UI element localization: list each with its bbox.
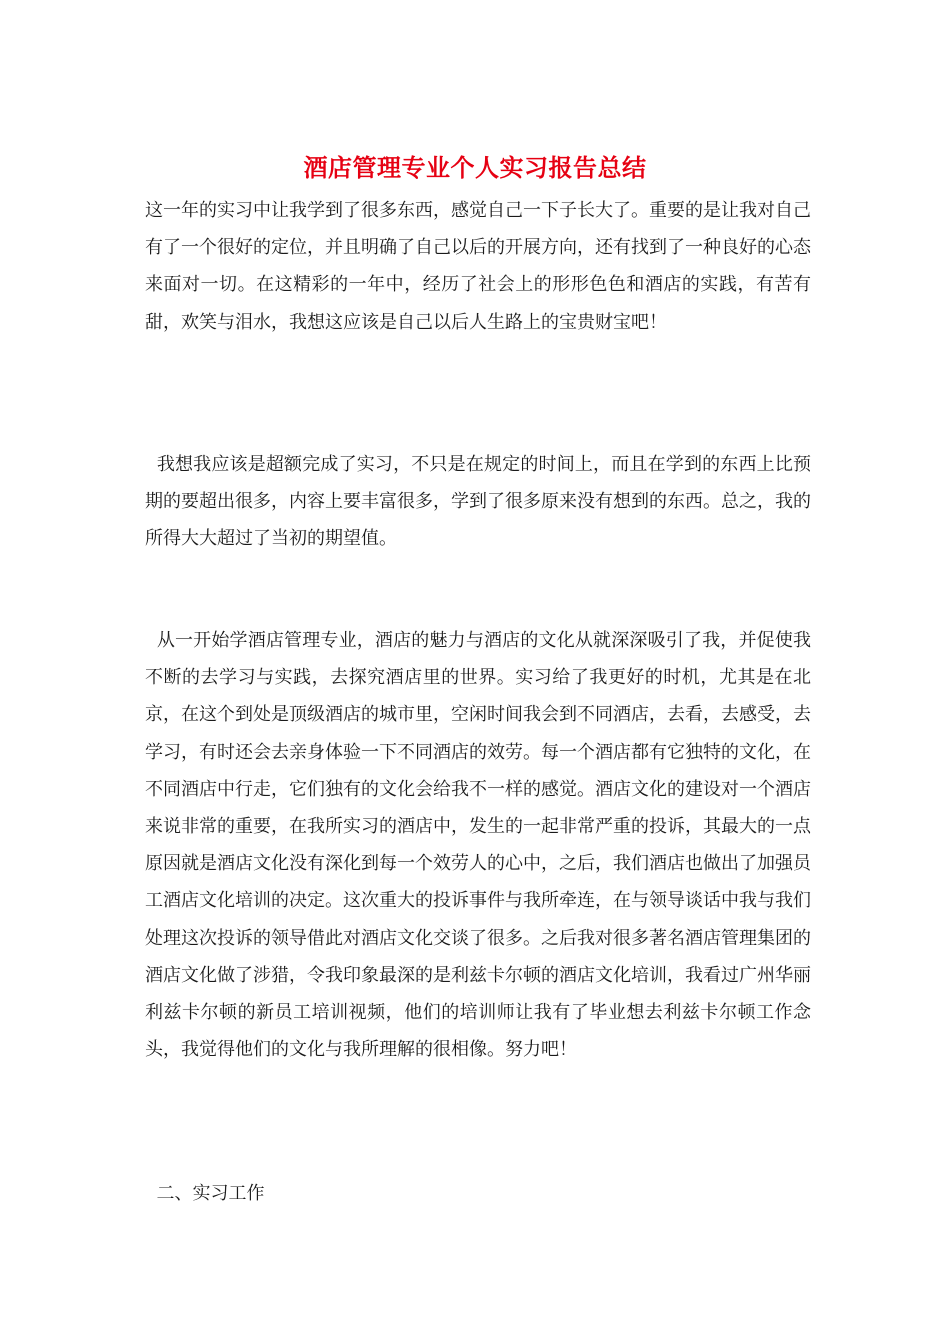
paragraph-1: 这一年的实习中让我学到了很多东西，感觉自己一下子长大了。重要的是让我对自己有了一个很好的定位，并且明确了自己以后的开展方向，还有找到了一种良好的心态来面对一切。在这精彩的一年中，经历了社会上的形形色色和酒店的实践，有苦有甜，欢笑与泪水，我想这应该是自己以后人生路上的宝贵财宝吧！ [145, 200, 811, 333]
paragraph-2: 我想我应该是超额完成了实习，不只是在规定的时间上，而且在学到的东西上比预期的要超出很多，内容上要丰富很多，学到了很多原来没有想到的东西。总之，我的所得大大超过了当初的期望值。 [145, 454, 812, 550]
section-heading-internship-work: 二、实习工作 [145, 1183, 265, 1204]
paragraph-3: 从一开始学酒店管理专业，酒店的魅力与酒店的文化从就深深吸引了我，并促使我不断的去学习与实践，去探究酒店里的世界。实习给了我更好的时机，尤其是在北京，在这个到处是顶级酒店的城市里，空闲时间我会到不同酒店，去看，去感受，去学习，有时还会去亲身体验一下不同酒店的效劳。每一个酒店都有它独特的文化，在不同酒店中行走，它们独有的文化会给我不一样的感觉。酒店文化的建设对一个酒店来说非常的重要，在我所实习的酒店中，发生的一起非常严重的投诉，其最大的一点原因就是酒店文化没有深化到每一个效劳人的心中，之后，我们酒店也做出了加强员工酒店文化培训的决定。这次重大的投诉事件与我所牵连，在与领导谈话中我与我们处理这次投诉的领导借此对酒店文化交谈了很多。之后我对很多著名酒店管理集团的酒店文化做了涉猎，令我印象最深的是利兹卡尔顿的酒店文化培训，我看过广州华丽利兹卡尔顿的新员工培训视频，他们的培训师让我有了毕业想去利兹卡尔顿工作念头，我觉得他们的文化与我所理解的很相像。努力吧！ [145, 630, 812, 1061]
document-title: 酒店管理专业个人实习报告总结 [303, 153, 647, 182]
